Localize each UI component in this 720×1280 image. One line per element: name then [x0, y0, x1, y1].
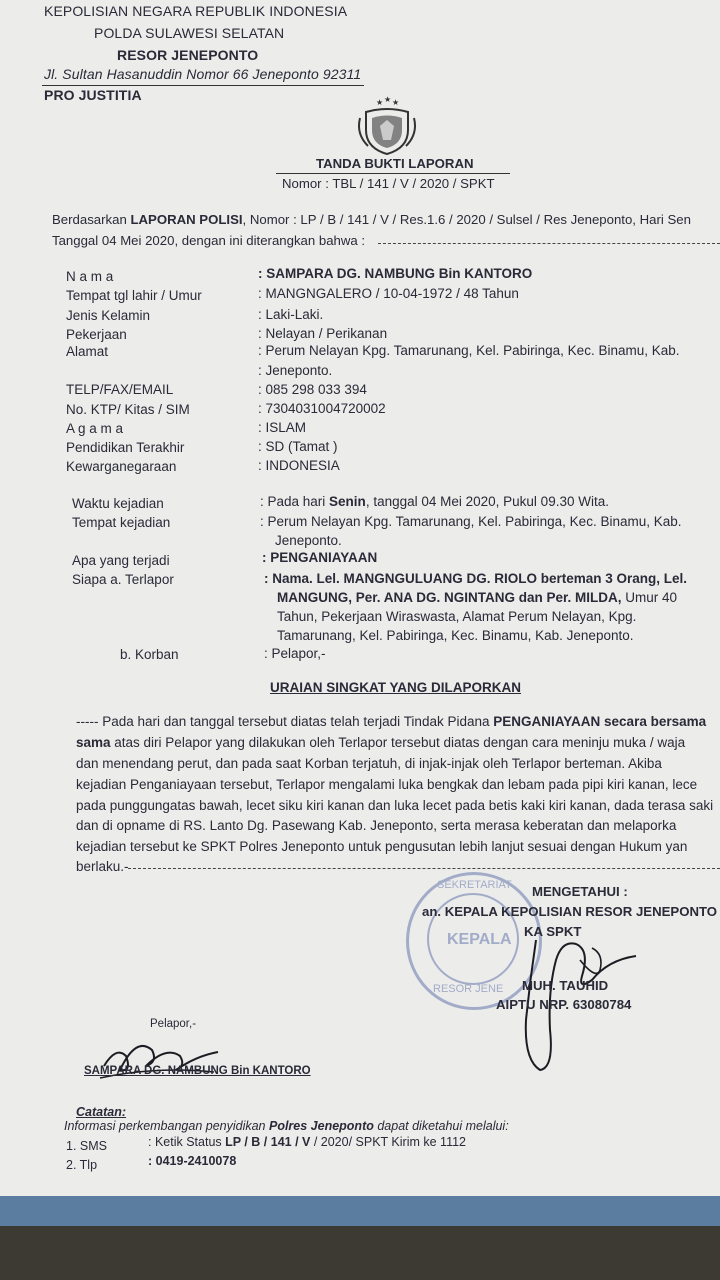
- value-pekerjaan: : Nelayan / Perikanan: [258, 326, 388, 341]
- label-telp: TELP/FAX/EMAIL: [66, 382, 174, 397]
- value-apa: : PENGANIAYAAN: [262, 550, 378, 565]
- header-address: Jl. Sultan Hasanuddin Nomor 66 Jeneponto 92311: [44, 66, 362, 82]
- label-agama: A g a m a: [66, 421, 124, 436]
- document-number: Nomor : TBL / 141 / V / 2020 / SPKT: [282, 176, 495, 191]
- value-alamat-2: : Jeneponto.: [258, 363, 333, 378]
- value-kewarganegaraan: : INDONESIA: [258, 458, 340, 473]
- police-emblem-icon: [354, 96, 420, 158]
- uraian-line-8: berlaku.-: [76, 859, 129, 874]
- value-waktu: : Pada hari Senin, tanggal 04 Mei 2020, Pukul 09.30 Wita.: [260, 494, 609, 509]
- intro-line1: Berdasarkan LAPORAN POLISI, Nomor : LP / B / 141 / V / Res.1.6 / 2020 / Sulsel / Res Jeneponto, Hari Sen: [52, 212, 691, 227]
- officer-rank: AIPTU NRP. 63080784: [496, 997, 632, 1012]
- label-pendidikan: Pendidikan Terakhir: [66, 440, 185, 455]
- pelapor-label: Pelapor,-: [150, 1018, 197, 1030]
- value-terlapor-4: Tamarunang, Kel. Pabiringa, Kec. Binamu, Kab. Jeneponto.: [277, 628, 634, 643]
- header-line2: POLDA SULAWESI SELATAN: [94, 25, 285, 41]
- header-line1: KEPOLISIAN NEGARA REPUBLIK INDONESIA: [44, 3, 348, 19]
- value-agama: : ISLAM: [258, 420, 307, 435]
- catatan-heading: Catatan:: [76, 1105, 127, 1119]
- catatan-info: Informasi perkembangan penyidikan Polres Jeneponto dapat diketahui melalui:: [64, 1119, 509, 1133]
- catatan-tlp-value: : 0419-2410078: [148, 1154, 237, 1168]
- stamp-top-text: SEKRETARIAT: [437, 879, 512, 891]
- label-kewarganegaraan: Kewarganegaraan: [66, 459, 177, 474]
- label-pekerjaan: Pekerjaan: [66, 327, 127, 342]
- title-underline: [276, 173, 510, 174]
- label-ttl: Tempat tgl lahir / Umur: [66, 288, 202, 303]
- uraian-line-5: pada punggungatas bawah, lecet siku kiri kanan dan luka lecet pada betis kaki kiri kanan, dada terasa saki: [76, 798, 714, 813]
- label-apa: Apa yang terjadi: [72, 553, 170, 568]
- svg-text:★: ★: [392, 98, 400, 107]
- uraian-line-1: ----- Pada hari dan tanggal tersebut diatas telah terjadi Tindak Pidana PENGANIAYAAN secara bersama: [76, 714, 707, 729]
- uraian-line-6: dan di opname di RS. Lanto Dg. Pasewang Kab. Jeneponto, serta merasa keberatan dan melaporka: [76, 818, 677, 833]
- uraian-dash-fill: [128, 868, 720, 870]
- mengetahui-label: MENGETAHUI :: [532, 884, 628, 899]
- pro-justitia: PRO JUSTITIA: [44, 87, 142, 103]
- label-waktu: Waktu kejadian: [72, 496, 164, 511]
- value-terlapor-3: Tahun, Pekerjaan Wiraswasta, Alamat Perum Nelayan, Kpg.: [277, 609, 637, 624]
- intro-dash-fill: [378, 243, 720, 245]
- label-jenis-kelamin: Jenis Kelamin: [66, 308, 151, 323]
- stamp-bottom-text: RESOR JENE: [433, 983, 504, 995]
- value-ktp: : 7304031004720002: [258, 401, 386, 416]
- uraian-heading: URAIAN SINGKAT YANG DILAPORKAN: [270, 680, 522, 695]
- value-telp: : 085 298 033 394: [258, 382, 367, 397]
- uraian-line-2: sama atas diri Pelapor yang dilakukan oleh Terlapor tersebut diatas dengan cara meninju muka / waja: [76, 735, 686, 750]
- label-korban: b. Korban: [120, 647, 179, 662]
- intro-line2: Tanggal 04 Mei 2020, dengan ini diterangkan bahwa :: [52, 233, 366, 248]
- svg-text:★: ★: [376, 98, 384, 107]
- value-tempat-2: Jeneponto.: [275, 533, 342, 548]
- label-tempat: Tempat kejadian: [72, 515, 171, 530]
- value-ttl: : MANGNGALERO / 10-04-1972 / 48 Tahun: [258, 286, 519, 301]
- uraian-line-3: dan menendang perut, dan pada saat Korban terjatuh, di injak-injak oleh Terlapor berteman. Akiba: [76, 756, 662, 771]
- header-divider: [42, 85, 364, 86]
- background-strip: [0, 1196, 720, 1226]
- document-title: TANDA BUKTI LAPORAN: [316, 156, 474, 171]
- svg-text:★: ★: [384, 96, 392, 104]
- catatan-sms-value: : Ketik Status LP / B / 141 / V / 2020/ SPKT Kirim ke 1112: [148, 1135, 466, 1149]
- catatan-sms-label: 1. SMS: [66, 1139, 107, 1153]
- value-pendidikan: : SD (Tamat ): [258, 439, 338, 454]
- label-ktp: No. KTP/ Kitas / SIM: [66, 402, 190, 417]
- value-terlapor-2: MANGUNG, Per. ANA DG. NGINTANG dan Per. MILDA, Umur 40: [277, 590, 678, 605]
- pelapor-signature-icon: [96, 1026, 226, 1086]
- value-tempat-1: : Perum Nelayan Kpg. Tamarunang, Kel. Pabiringa, Kec. Binamu, Kab.: [260, 514, 682, 529]
- value-korban: : Pelapor,-: [264, 646, 326, 661]
- header-line3: RESOR JENEPONTO: [117, 47, 259, 63]
- uraian-line-4: kejadian Penganiayaan tersebut, Terlapor mengalami luka bengkak dan lebam pada pipi kiri kanan, lece: [76, 777, 698, 792]
- value-jenis-kelamin: : Laki-Laki.: [258, 307, 324, 322]
- label-nama: N a m a: [66, 269, 114, 284]
- uraian-line-7: kejadian tersebut ke SPKT Polres Jeneponto untuk pengusutan lebih lanjut sesuai dengan Hukum yan: [76, 839, 688, 854]
- label-alamat: Alamat: [66, 344, 109, 359]
- officer-name: MUH. TAUHID: [522, 978, 609, 993]
- value-terlapor-1: : Nama. Lel. MANGNGULUANG DG. RIOLO berteman 3 Orang, Lel.: [264, 571, 688, 586]
- pelapor-name: SAMPARA DG. NAMBUNG Bin KANTORO: [84, 1065, 311, 1077]
- catatan-tlp-label: 2. Tlp: [66, 1158, 98, 1172]
- value-nama: : SAMPARA DG. NAMBUNG Bin KANTORO: [258, 266, 533, 281]
- signature-unit: KA SPKT: [524, 924, 582, 939]
- stamp-mid-text: KEPALA: [447, 931, 512, 948]
- signature-title: an. KEPALA KEPOLISIAN RESOR JENEPONTO: [422, 904, 718, 919]
- background-floor: [0, 1226, 720, 1280]
- value-alamat: : Perum Nelayan Kpg. Tamarunang, Kel. Pabiringa, Kec. Binamu, Kab.: [258, 343, 680, 358]
- label-terlapor: Siapa a. Terlapor: [72, 572, 174, 587]
